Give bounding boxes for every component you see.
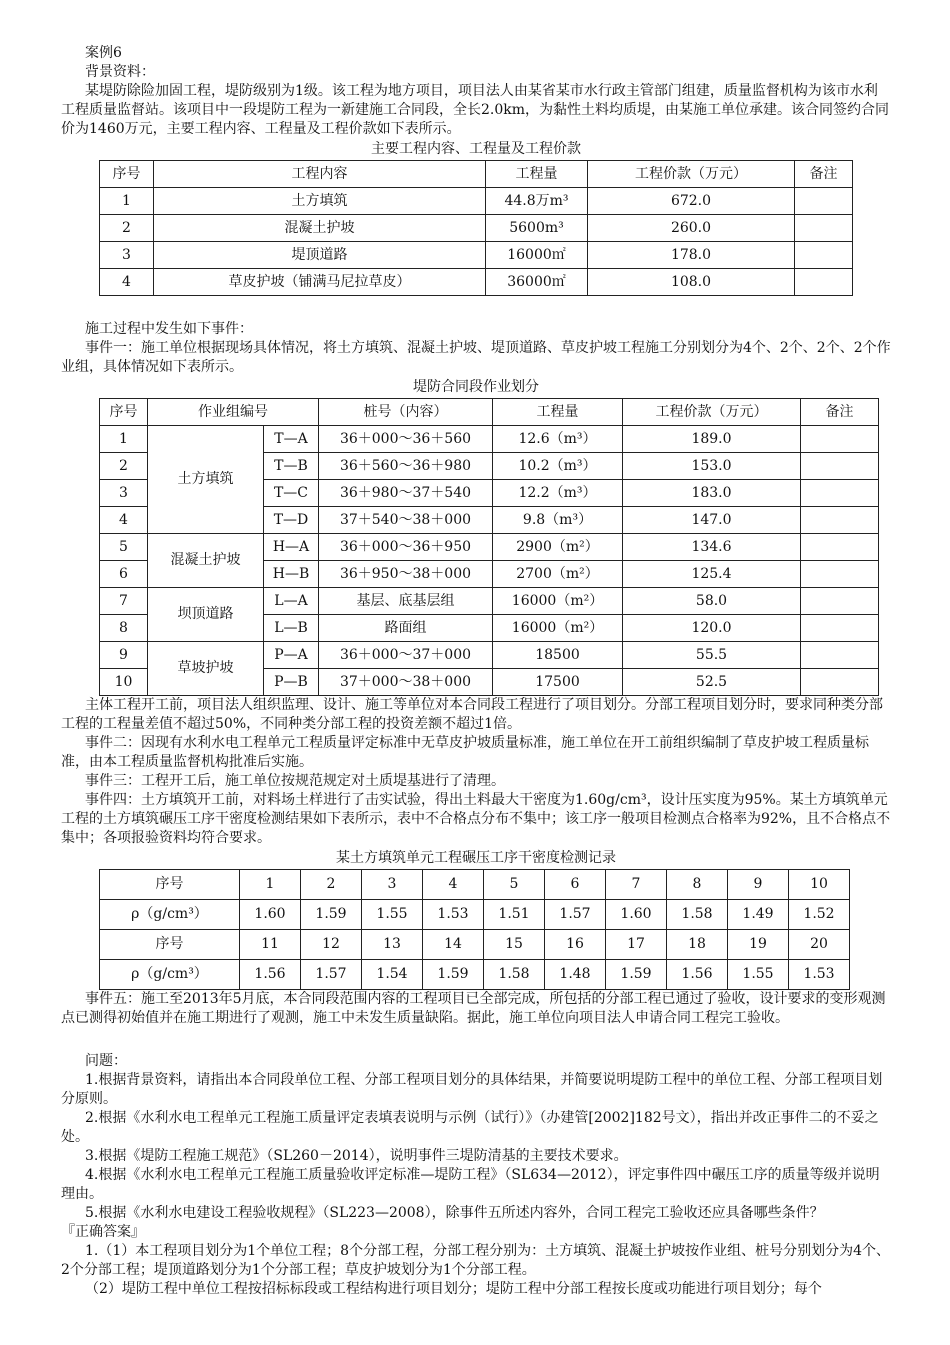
table1-caption: 主要工程内容、工程量及工程价款	[371, 141, 581, 157]
stake-range: 36＋950～38＋000	[319, 561, 493, 588]
document-page	[61, 44, 891, 1299]
group-code: T—A	[264, 426, 319, 453]
sample-number: 12	[301, 930, 362, 960]
density-value: 1.60	[606, 900, 667, 930]
table-header-cell: 工程价款（万元）	[623, 399, 801, 426]
row-number: 4	[100, 507, 148, 534]
group-code: P—B	[264, 669, 319, 696]
row-number: 2	[100, 453, 148, 480]
table-header-cell: 序号	[100, 399, 148, 426]
table-header-cell: 备注	[801, 399, 879, 426]
row-number: 3	[100, 480, 148, 507]
work-quantity: 5600m³	[486, 215, 588, 242]
stake-range: 37＋540～38＋000	[319, 507, 493, 534]
table-header-cell: 序号	[100, 161, 154, 188]
row-label: ρ（g/cm³）	[100, 900, 240, 930]
density-value: 1.60	[240, 900, 301, 930]
density-value: 1.59	[423, 960, 484, 990]
work-quantity: 36000㎡	[486, 269, 588, 296]
row-number: 8	[100, 615, 148, 642]
group-code: L—B	[264, 615, 319, 642]
stake-range: 基层、底基层组	[319, 588, 493, 615]
density-value: 1.52	[789, 900, 850, 930]
table-row	[100, 642, 879, 669]
row-number: 2	[100, 215, 154, 242]
density-record-table	[99, 869, 850, 990]
group-code: T—B	[264, 453, 319, 480]
row-label: ρ（g/cm³）	[100, 960, 240, 990]
work-price: 260.0	[588, 215, 795, 242]
group-name: 草坡护坡	[148, 642, 264, 696]
answer-1: 1.（1）本工程项目划分为1个单位工程；8个分部工程，分部工程分别为：土方填筑、混凝土护坡按作业组、桩号分别划分为4个、2个分部工程；堤顶道路划分为1个分部工程；草皮护坡划分为1个分部工程。	[61, 1243, 890, 1278]
sample-number-row	[100, 930, 850, 960]
sample-number: 3	[362, 870, 423, 900]
row-number: 9	[100, 642, 148, 669]
event-two: 事件二：因现有水利水电工程单元工程质量评定标准中无草皮护坡质量标准，施工单位在开工前组织编制了草皮护坡工程质量标准，由本工程质量监督机构批准后实施。	[61, 735, 869, 770]
work-price: 178.0	[588, 242, 795, 269]
table-row	[100, 588, 879, 615]
density-value: 1.54	[362, 960, 423, 990]
answer-2: （2）堤防工程中单位工程按招标标段或工程结构进行项目划分；堤防工程中分部工程按长度或功能进行项目划分；每个	[85, 1281, 822, 1297]
case-title: 案例6	[85, 45, 122, 61]
density-value: 1.56	[240, 960, 301, 990]
events-intro: 施工过程中发生如下事件：	[85, 321, 253, 337]
sample-number: 9	[728, 870, 789, 900]
group-code: P—A	[264, 642, 319, 669]
stake-range: 37＋000～38＋000	[319, 669, 493, 696]
sample-number: 11	[240, 930, 301, 960]
work-note	[795, 188, 853, 215]
work-price: 189.0	[623, 426, 801, 453]
density-value: 1.51	[484, 900, 545, 930]
density-value: 1.58	[667, 900, 728, 930]
row-number: 10	[100, 669, 148, 696]
sample-number-row	[100, 870, 850, 900]
work-price: 183.0	[623, 480, 801, 507]
group-code: H—B	[264, 561, 319, 588]
row-number: 7	[100, 588, 148, 615]
sample-number: 1	[240, 870, 301, 900]
work-division-table	[99, 398, 879, 696]
table-header-row	[100, 161, 853, 188]
event-five: 事件五：施工至2013年5月底，本合同段范围内容的工程项目已全部完成，所包括的分部工程已通过了验收，设计要求的变形观测点已测得初始值并在施工期进行了观测，施工中未发生质量缺陷。据此，施工单位向项目法人申请合同工程完工验收。	[61, 991, 886, 1026]
work-price: 134.6	[623, 534, 801, 561]
table-header-cell: 作业组编号	[148, 399, 319, 426]
table-header-cell: 工程量	[493, 399, 623, 426]
sample-number: 6	[545, 870, 606, 900]
density-value: 1.49	[728, 900, 789, 930]
table3-caption: 某土方填筑单元工程碾压工序干密度检测记录	[336, 850, 616, 866]
sample-number: 16	[545, 930, 606, 960]
work-note	[801, 615, 879, 642]
group-code: T—C	[264, 480, 319, 507]
work-note	[795, 215, 853, 242]
density-value: 1.48	[545, 960, 606, 990]
work-quantity: 17500	[493, 669, 623, 696]
sample-number: 13	[362, 930, 423, 960]
stake-range: 36＋000～37＋000	[319, 642, 493, 669]
work-note	[801, 453, 879, 480]
density-value: 1.55	[362, 900, 423, 930]
group-code: L—A	[264, 588, 319, 615]
stake-range: 36＋000～36＋560	[319, 426, 493, 453]
row-number: 1	[100, 426, 148, 453]
work-content: 堤顶道路	[154, 242, 486, 269]
density-value: 1.57	[301, 960, 362, 990]
row-number: 6	[100, 561, 148, 588]
table-header-cell: 工程价款（万元）	[588, 161, 795, 188]
stake-range: 36＋980～37＋540	[319, 480, 493, 507]
event-three: 事件三：工程开工后，施工单位按规范规定对土质堤基进行了清理。	[85, 773, 505, 789]
sample-number: 18	[667, 930, 728, 960]
question-4: 4.根据《水利水电工程单元工程施工质量验收评定标准—堤防工程》（SL634—2012），评定事件四中碾压工序的质量等级并说明理由。	[61, 1167, 880, 1202]
table-row	[100, 426, 879, 453]
sample-number: 5	[484, 870, 545, 900]
work-note	[801, 561, 879, 588]
work-quantity: 16000（m²）	[493, 615, 623, 642]
row-number: 1	[100, 188, 154, 215]
work-quantity: 2700（m²）	[493, 561, 623, 588]
sample-number: 15	[484, 930, 545, 960]
row-label: 序号	[100, 930, 240, 960]
density-value: 1.57	[545, 900, 606, 930]
work-quantity: 12.6（m³）	[493, 426, 623, 453]
table-header-cell: 桩号（内容）	[319, 399, 493, 426]
work-content: 混凝土护坡	[154, 215, 486, 242]
work-price: 147.0	[623, 507, 801, 534]
group-name: 混凝土护坡	[148, 534, 264, 588]
table-row	[100, 534, 879, 561]
question-2: 2.根据《水利水电工程单元工程施工质量评定表填表说明与示例（试行）》（办建管[2002]182号文），指出并改正事件二的不妥之处。	[61, 1110, 879, 1145]
density-row	[100, 960, 850, 990]
density-value: 1.55	[728, 960, 789, 990]
work-price: 120.0	[623, 615, 801, 642]
sample-number: 19	[728, 930, 789, 960]
work-note	[801, 426, 879, 453]
sample-number: 14	[423, 930, 484, 960]
sample-number: 8	[667, 870, 728, 900]
stake-range: 36＋000～36＋950	[319, 534, 493, 561]
density-value: 1.56	[667, 960, 728, 990]
table-row	[100, 242, 853, 269]
work-price: 52.5	[623, 669, 801, 696]
table-row	[100, 269, 853, 296]
work-quantity: 9.8（m³）	[493, 507, 623, 534]
work-note	[795, 242, 853, 269]
stake-range: 路面组	[319, 615, 493, 642]
table-row	[100, 188, 853, 215]
questions-heading: 问题：	[85, 1053, 127, 1069]
work-quantity: 16000（m²）	[493, 588, 623, 615]
work-note	[795, 269, 853, 296]
group-name: 坝顶道路	[148, 588, 264, 642]
table-header-cell: 工程内容	[154, 161, 486, 188]
density-value: 1.59	[606, 960, 667, 990]
work-note	[801, 480, 879, 507]
work-quantity: 10.2（m³）	[493, 453, 623, 480]
sample-number: 4	[423, 870, 484, 900]
background-text: 某堤防除险加固工程，堤防级别为1级。该工程为地方项目，项目法人由某省某市水行政主管部门组建，质量监督机构为该市水利工程质量监督站。该项目中一段堤防工程为一新建施工合同段，全长2.0km，为黏性土料均质堤，由某施工单位承建。该合同签约合同价为1460万元，主要工程内容、工程量及工程价款如下表所示。	[61, 83, 890, 137]
background-heading: 背景资料：	[85, 64, 155, 80]
work-note	[801, 507, 879, 534]
work-note	[801, 534, 879, 561]
table-header-cell: 工程量	[486, 161, 588, 188]
table-header-row	[100, 399, 879, 426]
work-quantity: 18500	[493, 642, 623, 669]
work-quantity: 12.2（m³）	[493, 480, 623, 507]
sample-number: 17	[606, 930, 667, 960]
row-number: 5	[100, 534, 148, 561]
event-one: 事件一：施工单位根据现场具体情况，将土方填筑、混凝土护坡、堤顶道路、草皮护坡工程施工分别划分为4个、2个、2个、2个作业组，具体情况如下表所示。	[61, 340, 891, 375]
table-row	[100, 215, 853, 242]
work-price: 58.0	[623, 588, 801, 615]
work-price: 125.4	[623, 561, 801, 588]
work-price: 108.0	[588, 269, 795, 296]
work-content: 草皮护坡（铺满马尼拉草皮）	[154, 269, 486, 296]
work-note	[801, 669, 879, 696]
work-quantity: 44.8万m³	[486, 188, 588, 215]
work-content: 土方填筑	[154, 188, 486, 215]
density-row	[100, 900, 850, 930]
answer-heading: 『正确答案』	[61, 1224, 145, 1240]
row-label: 序号	[100, 870, 240, 900]
work-quantity: 2900（m²）	[493, 534, 623, 561]
group-code: H—A	[264, 534, 319, 561]
question-5: 5.根据《水利水电建设工程验收规程》（SL223—2008），除事件五所述内容外，合同工程完工验收还应具备哪些条件？	[85, 1205, 824, 1221]
table-header-cell: 备注	[795, 161, 853, 188]
sample-number: 2	[301, 870, 362, 900]
density-value: 1.53	[789, 960, 850, 990]
density-value: 1.59	[301, 900, 362, 930]
sample-number: 10	[789, 870, 850, 900]
stake-range: 36＋560～36＋980	[319, 453, 493, 480]
work-price: 55.5	[623, 642, 801, 669]
sample-number: 20	[789, 930, 850, 960]
work-price: 153.0	[623, 453, 801, 480]
row-number: 3	[100, 242, 154, 269]
event-four: 事件四：土方填筑开工前，对料场土样进行了击实试验，得出土料最大干密度为1.60g/cm³，设计压实度为95%。某土方填筑单元工程的土方填筑碾压工序干密度检测结果如下表所示，表中不合格点分布不集中；该工序一般项目检测点合格率为92%，且不合格点不集中；各项报验资料均符合要求。	[61, 792, 891, 846]
density-value: 1.53	[423, 900, 484, 930]
group-code: T—D	[264, 507, 319, 534]
table2-caption: 堤防合同段作业划分	[413, 379, 539, 395]
question-1: 1.根据背景资料，请指出本合同段单位工程、分部工程项目划分的具体结果，并简要说明堤防工程中的单位工程、分部工程项目划分原则。	[61, 1072, 883, 1107]
work-note	[801, 588, 879, 615]
sample-number: 7	[606, 870, 667, 900]
paragraph-division-rules: 主体工程开工前，项目法人组织监理、设计、施工等单位对本合同段工程进行了项目划分。分部工程项目划分时，要求同种类分部工程的工程量差值不超过50%，不同种类分部工程的投资差额不超过1倍。	[61, 697, 883, 732]
question-3: 3.根据《堤防工程施工规范》（SL260－2014），说明事件三堤防清基的主要技术要求。	[85, 1148, 628, 1164]
density-value: 1.58	[484, 960, 545, 990]
work-price: 672.0	[588, 188, 795, 215]
work-note	[801, 642, 879, 669]
main-works-table	[99, 160, 853, 296]
group-name: 土方填筑	[148, 426, 264, 534]
work-quantity: 16000㎡	[486, 242, 588, 269]
row-number: 4	[100, 269, 154, 296]
